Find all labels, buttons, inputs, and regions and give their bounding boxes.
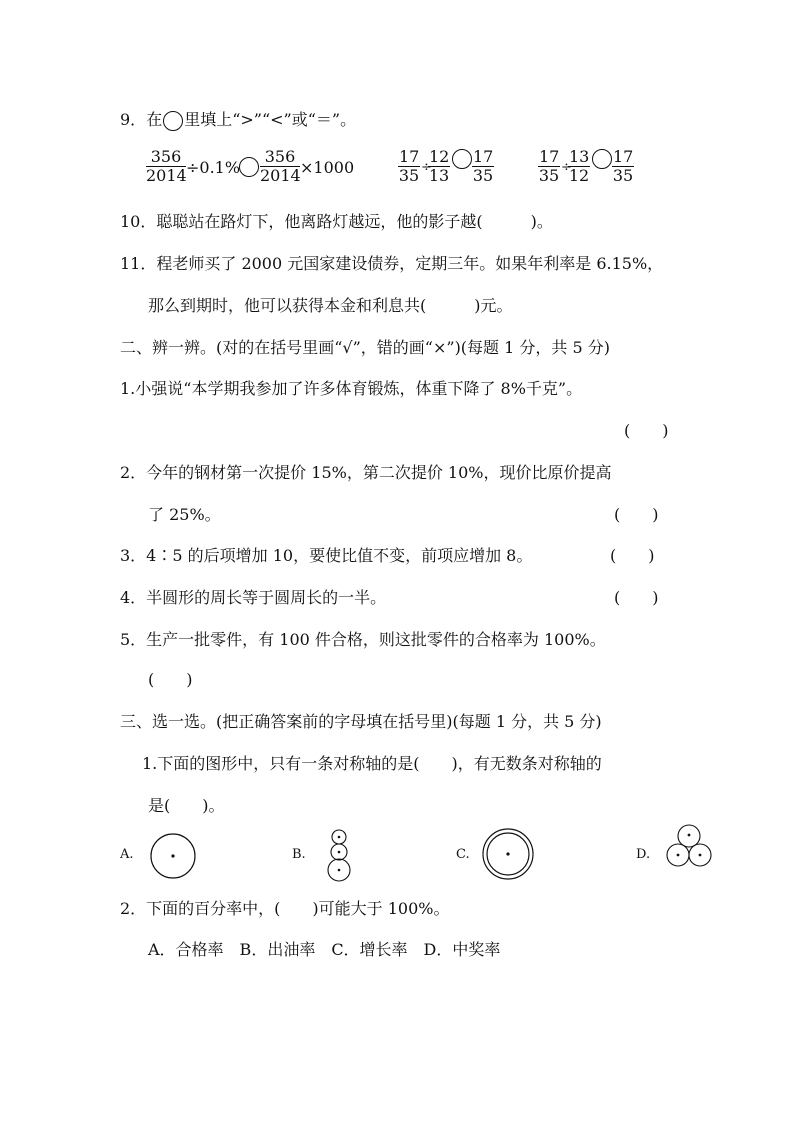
option-d-label: D. — [636, 847, 651, 862]
blank-circle[interactable] — [239, 157, 259, 177]
section-2-q4: 4．半圆形的周长等于圆周长的一半。 — [120, 588, 387, 607]
answer-paren[interactable]: ( ) — [614, 588, 659, 607]
figure-single-circle — [146, 830, 200, 882]
operator-text: ×1000 — [300, 158, 355, 177]
fraction-numerator: 17 — [613, 147, 634, 166]
section-3-q1-line1: 1.下面的图形中，只有一条对称轴的是( )，有无数条对称轴的 — [142, 754, 602, 773]
question-9-prompt — [120, 110, 356, 131]
fraction-numerator: 12 — [429, 147, 450, 166]
section-2-q2-line2: 了 25%。 — [148, 505, 221, 524]
fraction-numerator: 17 — [473, 147, 494, 166]
fraction-17-35 — [472, 148, 494, 185]
question-10: 10．聪聪站在路灯下，他离路灯越远，他的影子越( )。 — [120, 212, 553, 231]
answer-paren[interactable]: ( ) — [614, 505, 659, 524]
section-3-title: 三、选一选。(把正确答案前的字母填在括号里)(每题 1 分，共 5 分) — [120, 712, 602, 731]
fraction-denominator: 35 — [538, 166, 560, 185]
q9-number: 9． — [120, 110, 147, 129]
fraction-356-2014 — [146, 148, 186, 185]
fraction-numerator: 17 — [539, 147, 560, 166]
fraction-numerator: 13 — [569, 147, 590, 166]
fraction-denominator: 35 — [472, 166, 494, 185]
fraction-numerator: 356 — [146, 148, 186, 167]
blank-circle[interactable] — [592, 149, 612, 169]
fraction-17-35 — [612, 148, 634, 185]
operator-text: ÷0.1% — [186, 158, 241, 177]
section-3-q1-line2: 是( )。 — [148, 796, 225, 815]
fraction-denominator: 13 — [428, 166, 450, 185]
section-3-q2: 2．下面的百分率中，( )可能大于 100%。 — [120, 899, 450, 918]
question-11-line2: 那么到期时，他可以获得本金和利息共( )元。 — [148, 296, 513, 315]
fraction-denominator: 35 — [398, 166, 420, 185]
fraction-denominator: 35 — [612, 166, 634, 185]
figure-stacked-circles — [322, 828, 356, 884]
section-2-q5: 5．生产一批零件，有 100 件合格，则这批零件的合格率为 100%。 — [120, 630, 606, 649]
answer-paren[interactable]: ( ) — [148, 670, 193, 689]
q9-post-text: 里填上“>”“<”或“＝”。 — [184, 110, 357, 129]
answer-paren[interactable]: ( ) — [624, 421, 669, 440]
fraction-denominator: 2014 — [260, 166, 301, 185]
question-11-line1: 11．程老师买了 2000 元国家建设债券，定期三年。如果年利率是 6.15%， — [120, 254, 664, 273]
option-b-label: B. — [292, 847, 306, 862]
section-2-q2-line1: 2．今年的钢材第一次提价 15%，第二次提价 10%，现价比原价提高 — [120, 463, 612, 482]
fraction-13-12 — [568, 148, 590, 185]
fraction-numerator: 17 — [399, 147, 420, 166]
answer-paren[interactable]: ( ) — [610, 546, 655, 565]
section-3-q2-choices: A．合格率 B．出油率 C．增长率 D．中奖率 — [148, 940, 501, 959]
figure-concentric-circles — [480, 826, 536, 882]
fraction-17-35 — [398, 148, 420, 185]
fraction-12-13 — [428, 148, 450, 185]
fraction-denominator: 2014 — [146, 166, 187, 185]
blank-circle[interactable] — [163, 111, 183, 131]
section-2-q3: 3．4∶5 的后项增加 10，要使比值不变，前项应增加 8。 — [120, 546, 533, 565]
divide-sign: ÷ — [421, 160, 432, 175]
fraction-17-35 — [538, 148, 560, 185]
q9-pre-text: 在 — [146, 110, 163, 129]
option-a-label: A. — [120, 847, 134, 862]
section-2-q1: 1.小强说“本学期我参加了许多体育锻炼，体重下降了 8%千克”。 — [120, 379, 583, 398]
divide-sign: ÷ — [561, 160, 572, 175]
fraction-356-2014 — [260, 148, 300, 185]
section-2-title: 二、辨一辨。(对的在括号里画“√”，错的画“×”)(每题 1 分，共 5 分) — [120, 338, 610, 357]
blank-circle[interactable] — [452, 149, 472, 169]
fraction-denominator: 12 — [568, 166, 590, 185]
fraction-numerator: 356 — [260, 148, 300, 167]
figure-three-circles — [662, 822, 716, 870]
option-c-label: C. — [456, 847, 470, 862]
